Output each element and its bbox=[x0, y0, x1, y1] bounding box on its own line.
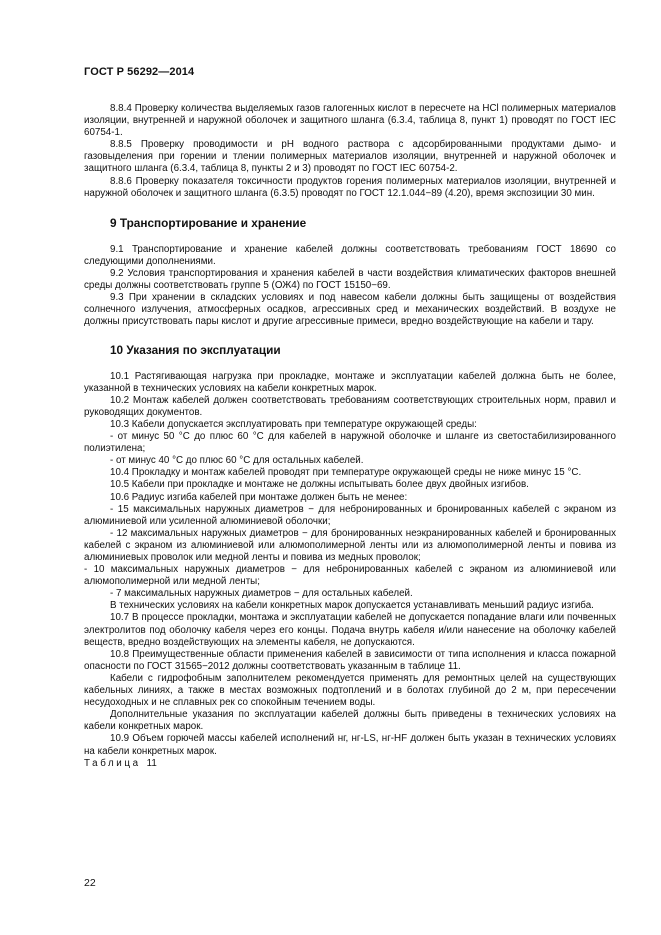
paragraph: - 15 максимальных наружных диаметров − для небронированных и бронированных кабелей с экраном из алюминиевой или усиленной алюминиевой оболочки; bbox=[84, 503, 616, 527]
table-caption-label: Таблица bbox=[84, 757, 141, 769]
section-heading: 9 Транспортирование и хранение bbox=[110, 215, 307, 230]
paragraph: 9.3 При хранении в складских условиях и под навесом кабели должны быть защищены от воздействия солнечного излучения, атмосферных осадков, агрессивных сред и механических воздействий. В воздухе не должны присутствовать пары кислот и другие агрессивные примеси, вредно воздействующие на кабели и тару. bbox=[84, 292, 616, 328]
paragraph: - 7 максимальных наружных диаметров − для остальных кабелей. bbox=[110, 588, 413, 600]
paragraph: - 12 максимальных наружных диаметров − для бронированных неэкранированных кабелей и бронированных кабелей с экраном из алюминиевой или алюмополимерной ленты или из алюмополимерной ленты и повива из алюминиевых проволок или медной ленты и повива из медных проволок; bbox=[84, 527, 616, 563]
standard-header: ГОСТ Р 56292—2014 bbox=[84, 66, 195, 78]
paragraph: 10.5 Кабели при прокладке и монтаже не должны испытывать более двух двойных изгибов. bbox=[110, 479, 529, 491]
paragraph: 8.8.4 Проверку количества выделяемых газов галогенных кислот в пересчете на HCl полимерных материалов изоляции, внутренней и наружной оболочек и защитного шланга (6.3.4, таблица 8, пункт 1) проводят по ГОСТ IEC 60754-1. bbox=[84, 103, 616, 139]
paragraph: 10.2 Монтаж кабелей должен соответствовать требованиям соответствующих строительных норм, правил и руководящих документов. bbox=[84, 394, 616, 418]
paragraph: 10.8 Преимущественные области применения кабелей в зависимости от типа исполнения и класса пожарной опасности по ГОСТ 31565−2012 должны соответствовать указанным в таблице 11. bbox=[84, 648, 616, 672]
paragraph: 8.8.6 Проверку показателя токсичности продуктов горения полимерных материалов изоляции, внутренней и наружной оболочек и защитного шланга (6.3.5) проводят по ГОСТ 12.1.044−89 (4.20), время экспозиции 30 мин. bbox=[84, 175, 616, 199]
paragraph: 10.3 Кабели допускается эксплуатировать при температуре окружающей среды: bbox=[110, 418, 477, 430]
paragraph: Дополнительные указания по эксплуатации кабелей должны быть приведены в технических условиях на кабели конкретных марок. bbox=[84, 709, 616, 733]
paragraph: 10.4 Прокладку и монтаж кабелей проводят при температуре окружающей среды не ниже минус 15 °С. bbox=[110, 467, 582, 479]
paragraph: - от минус 50 °С до плюс 60 °С для кабелей в наружной оболочке и шланге из светостабилизированного полиэтилена; bbox=[84, 431, 616, 455]
paragraph: 10.6 Радиус изгиба кабелей при монтаже должен быть не менее: bbox=[110, 491, 408, 503]
page-number: 22 bbox=[84, 877, 96, 889]
paragraph: В технических условиях на кабели конкретных марок допускается устанавливать меньший радиус изгиба. bbox=[110, 600, 594, 612]
paragraph: 10.9 Объем горючей массы кабелей исполнений нг, нг-LS, нг-HF должен быть указан в технических условиях на кабели конкретных марок. bbox=[84, 733, 616, 757]
paragraph: 9.2 Условия транспортирования и хранения кабелей в части воздействия климатических факторов внешней среды должны соответствовать группе 5 (ОЖ4) по ГОСТ 15150−69. bbox=[84, 268, 616, 292]
table-caption-number: 11 bbox=[146, 757, 157, 769]
paragraph: - от минус 40 °С до плюс 60 °С для остальных кабелей. bbox=[110, 455, 364, 467]
paragraph: Кабели с гидрофобным заполнителем рекомендуется применять для ремонтных целей на существующих кабельных линиях, а также в местах возможных подтоплений и в болотах глубиной до 2 м, при пересечении несудоходных и не сплавных рек со спокойным течением воды. bbox=[84, 672, 616, 709]
paragraph: 10.1 Растягивающая нагрузка при прокладке, монтаже и эксплуатации кабелей должна быть не более, указанной в технических условиях на кабели конкретных марок. bbox=[84, 370, 616, 394]
paragraph: 8.8.5 Проверку проводимости и pH водного раствора с адсорбированными продуктами дымо- и газовыделения при горении и тлении полимерных материалов изоляции, внутренней и наружной оболочек и защитного шланга (6.3.4, таблица 8, пункты 2 и 3) проводят по ГОСТ IEC 60754-2. bbox=[84, 139, 616, 175]
paragraph: 10.7 В процессе прокладки, монтажа и эксплуатации кабелей не допускается попадание влаги или почвенных электролитов под оболочку кабеля через его концы. Подача внутрь кабеля и/или нанесение на оболочку кабелей веществ, вредно воздействующих на элементы кабеля, не допускаются. bbox=[84, 612, 616, 648]
paragraph: 9.1 Транспортирование и хранение кабелей должны соответствовать требованиям ГОСТ 18690 со следующими дополнениями. bbox=[84, 243, 616, 267]
paragraph: - 10 максимальных наружных диаметров − для небронированных кабелей с экраном из алюминиевой или алюмополимерной или медной ленты; bbox=[84, 564, 616, 588]
document-body bbox=[84, 103, 616, 770]
section-heading: 10 Указания по эксплуатации bbox=[110, 342, 281, 357]
table-caption bbox=[84, 758, 616, 770]
